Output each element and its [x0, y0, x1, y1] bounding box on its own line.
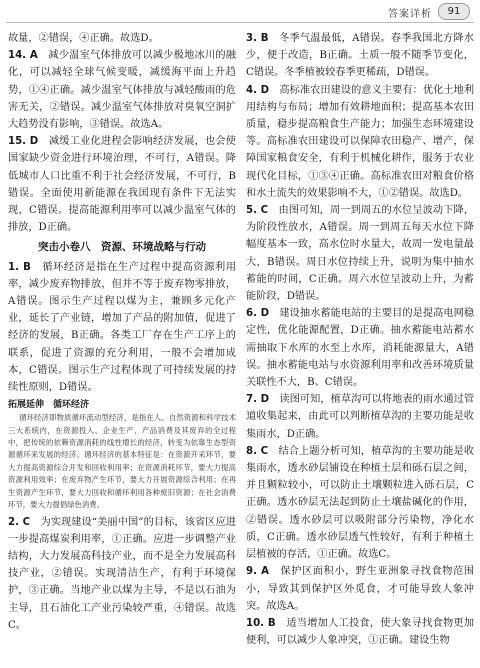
extension-title: 拓展延伸 循环经济	[8, 400, 90, 411]
answer-15	[8, 133, 236, 236]
answer-number: 6. D	[246, 308, 270, 320]
right-column	[246, 30, 474, 649]
answer-text: 适当增加人工投食，使大象寻找食物更加便利，可以减少人象冲突，①正确。建设生物	[246, 617, 475, 647]
answer-number: 15. D	[8, 136, 39, 148]
answer-number: 7. D	[246, 394, 270, 406]
page-header	[0, 0, 480, 26]
answer-6	[246, 305, 474, 391]
answer-8	[246, 443, 474, 563]
answer-text: 由图可知，周一到周五的水位呈波动下降，为阶段性放水，A错误。周一到周五每天水位下降幅度基本一致，高水位时水量大，故周一发电量最大，B错误。周日水位持续上升，说明为集中抽水蓄能的时间，C正确。周六水位呈波动上升，为蓄能阶段，D错误。	[246, 205, 475, 303]
answer-text: 建设抽水蓄能电站的主要目的是提高电网稳定性，优化能源配置，D正确。抽水蓄能电站蓄水需抽取下水库的水至上水库，消耗能源量大，A错误。抽水蓄能电站与水资源利用率和改善环境质量关联性不大，B、C错误。	[246, 308, 475, 389]
answer-text: 循环经济是指在生产过程中提高资源利用率，减少废弃物排放，但并不等于废弃物零排放，A错误。图示生产过程以煤为主，兼顾多元化产业，延长了产业链，增加了产品的附加值，促进了经济的发展，B正确。各类工厂存在生产工序上的联系，促进了资源的充分利用，一般不会增加成本，C错误。图示生产过程体现了可持续发展的持续性原则，D错误。	[8, 261, 237, 394]
answer-4	[246, 82, 474, 202]
answer-5	[246, 202, 474, 305]
answer-text: 结合上题分析可知，植草沟的主要功能是收集雨水，透水砂层铺设在种植土层和砾石层之间，并且颗粒较小，可以防止土壤颗粒进入砾石层，C正确。透水砂层无法起到防止土壤盐碱化的作用，②错误。透水砂层可以吸附部分污染物，净化水质，C正确。透水砂层透气性较好，有利于种植土层植被的存活，①正确。故选C。	[246, 445, 475, 561]
answer-number: 14. A	[8, 50, 38, 62]
answer-text: 冬季气温最低，A错误。春季我国北方降水少，便于改造，B正确。土质一般不随季节变化，C错误。冬季植被较春季更稀疏，D错误。	[246, 33, 474, 79]
answer-2	[8, 514, 236, 634]
answer-14	[8, 47, 236, 133]
extension-body: 循环经济即物质循环流动型经济，是指在人、自然资源和科学技术三大系统内，在资源投入、企业生产、产品消费及其废弃的全过程中，把传统的依赖资源消耗的线性增长的经济，转变为依靠生态型资源循环来发展的经济。循环经济的基本特征是：在资源开采环节，要大力提高资源综合开发和回收利用率；在资源消耗环节，要大力提高资源利用效率；在废弃物产生环节，要大力开展资源综合利用；在再生资源产生环节，要大力回收和循环利用各种废旧资源；在社会消费环节，要大力提倡绿色消费。	[8, 413, 236, 510]
answer-number: 2. C	[8, 516, 31, 528]
answer-10	[246, 615, 474, 649]
answer-continued: 故量，②错误，④正确。故选D。	[8, 33, 159, 44]
answer-number: 10. B	[246, 617, 276, 629]
answer-number: 9. A	[246, 566, 269, 578]
answer-number: 4. D	[246, 84, 270, 96]
header-divider	[6, 22, 474, 23]
answer-number: 3. B	[246, 33, 269, 44]
answer-text: 为实现建设“美丽中国”的目标，该省区应进一步提高煤炭利用率，①正确。应进一步调整产业结构，大力发展高科技产业，而不是全力发展高科技产业，②错误。实现清洁生产，有利于环境保护，③正确。当地产业以煤为主导，不是以石油为主导，且石油化工产业污染较严重，④错误。故选C。	[8, 516, 236, 631]
answer-text: 高标准农田建设的意义主要有：优化土地利用结构与布局；增加有效耕地面积；提高基本农田质量，稳步提高粮食生产能力；加强生态环境建设等。高标准农田建设可以保障农田稳产、增产，保障国家粮食安全，有利于机械化耕作，服务于农业现代化目标，①③④正确。高标准农田对粮食价格和水土流失的效果影响不大，①②错误。故选D。	[246, 84, 475, 199]
answer-text: 读图可知，植草沟可以将地表的雨水通过管道收集起来，由此可以判断植草沟的主要功能是收集雨水，D正确。	[246, 394, 475, 440]
answer-text: 保护区面积小，野生亚洲象寻找食物范围小，导致其到保护区外觅食，才可能导致人象冲突。故选A。	[246, 566, 475, 612]
header-title: 答案详析	[388, 9, 432, 20]
answer-7	[246, 391, 474, 443]
answer-9	[246, 563, 474, 615]
answer-number: 5. C	[246, 205, 269, 217]
page-number: 91	[438, 3, 470, 20]
answer-number: 1. B	[8, 261, 31, 273]
answer-text: 减少温室气体排放可以减少极地冰川的融化，可以减轻全球气候变暖，减缓海平面上升趋势，①④正确。减少温室气体排放与减轻酸雨的危害无关，②错误。减少温室气体排放对臭氧空洞扩大趋势没有影响，③错误。故选A。	[8, 50, 237, 131]
answer-number: 8. C	[246, 445, 269, 457]
left-column	[8, 30, 236, 634]
answer-1	[8, 259, 236, 397]
answer-3	[246, 30, 474, 82]
section-title: 突击小卷八 资源、环境战略与行动	[38, 241, 206, 254]
answer-text: 减缓工业化进程会影响经济发展，也会使国家缺少资金进行环境治理，不可行，A错误。降低城市人口比重不利于社会经济发展，不可行，B错误。全面使用新能源在我国现有条件下无法实现，C错误。提高能源利用率可以减少温室气体的排放，D正确。	[8, 136, 236, 234]
